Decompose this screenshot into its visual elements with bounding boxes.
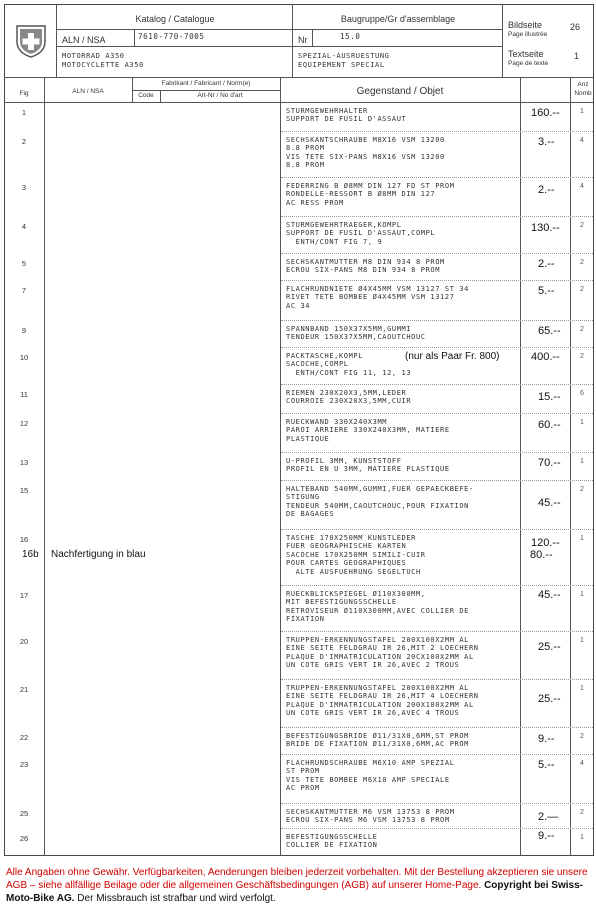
model-line-fr: MOTOCYCLETTE A350 bbox=[62, 61, 144, 69]
column-divider bbox=[520, 78, 521, 856]
row-divider bbox=[281, 631, 593, 632]
row-fig-number: 15 bbox=[19, 486, 29, 495]
row-quantity: 1 bbox=[580, 591, 584, 598]
row-price: 2.-- bbox=[538, 184, 555, 196]
swiss-cross-shield-icon bbox=[14, 24, 48, 58]
header-divider bbox=[292, 4, 293, 77]
row-divider bbox=[281, 585, 593, 586]
row-fig-number: 20 bbox=[19, 637, 29, 646]
row-quantity: 1 bbox=[580, 535, 584, 542]
row-quantity: 2 bbox=[580, 259, 584, 266]
row-quantity: 2 bbox=[580, 326, 584, 333]
row-fig-number: 26 bbox=[19, 834, 29, 843]
row-description: U-PROFIL 3MM, KUNSTSTOFF PROFIL EN U 3MM, MATIERE PLASTIQUE bbox=[286, 457, 450, 474]
row-description: FEDERRING B Ø8MM DIN 127 FD ST PROM RONDELLE-RESSORT B Ø8MM DIN 127 AC RESS PROM bbox=[286, 182, 455, 207]
row-fig-number: 5 bbox=[21, 259, 27, 268]
row-price: 5.-- bbox=[538, 759, 555, 771]
disclaimer-text: Alle Angaben ohne Gewähr. Verfügbarkeiten, Aenderungen bleiben jederzeit vorbehalten. Mit der Bestellung akzeptieren sie unsere AGB – siehe allfällige Beilage oder die allgemeinen Geschäftsbedingungen (AGB) auf unserer Home-Page. bbox=[6, 867, 588, 891]
header-divider bbox=[312, 29, 313, 46]
col-gegenstand: Gegenstand / Objet bbox=[356, 86, 444, 97]
row-fig-number: 12 bbox=[19, 419, 29, 428]
row-divider bbox=[281, 280, 593, 281]
group-line-de: SPEZIAL-AUSRUESTUNG bbox=[298, 52, 390, 60]
row-quantity: 1 bbox=[580, 834, 584, 841]
row-divider bbox=[281, 320, 593, 321]
aln-nsa-label: ALN / NSA bbox=[62, 35, 106, 45]
row-description: BEFESTIGUNGSBRIDE Ø11/31X0,6MM,ST PROM BRIDE DE FIXATION Ø11/31X0,6MM,AC PROM bbox=[286, 732, 469, 749]
row-fig-number: 23 bbox=[19, 760, 29, 769]
row-quantity: 1 bbox=[580, 108, 584, 115]
row-description: HALTEBAND 540MM,GUMMI,FUER GEPAECKBEFE- STIGUNG TENDEUR 540MM,CAOUTCHOUC,POUR FIXATION DE BAGAGES bbox=[286, 485, 474, 519]
column-header-bottom bbox=[4, 102, 594, 103]
row-quantity: 1 bbox=[580, 637, 584, 644]
page-de-texte-label: Page de texte bbox=[508, 60, 549, 67]
row-description: STURMGEWEHRTRAEGER,KOMPL SUPPORT DE FUSIL D'ASSAUT,COMPL ENTH/CONT FIG 7, 9 bbox=[286, 221, 436, 246]
row-description: RUECKBLICKSPIEGEL Ø110X300MM, MIT BEFESTIGUNGSSCHELLE RETROVISEUR Ø110X300MM,AVEC COLLIER DE FIXATION bbox=[286, 590, 469, 624]
col-fabrikant: Fabrikant / Fabricant / Norm(e) bbox=[161, 80, 251, 87]
row-fig-number: 3 bbox=[21, 183, 27, 192]
col-nomb: Nomb bbox=[574, 90, 592, 97]
row-quantity: 2 bbox=[580, 486, 584, 493]
bildseite-label: Bildseite bbox=[508, 20, 543, 30]
col-aln: ALN / NSA bbox=[72, 88, 104, 95]
row-quantity: 1 bbox=[580, 458, 584, 465]
row-price: 3.-- bbox=[538, 136, 555, 148]
row-fig-number: 1 bbox=[21, 108, 27, 117]
row-quantity: 2 bbox=[580, 809, 584, 816]
row-quantity: 1 bbox=[580, 685, 584, 692]
row-description: BEFESTIGUNGSSCHELLE COLLIER DE FIXATION bbox=[286, 833, 378, 850]
row-description: TRUPPEN-ERKENNUNGSTAFEL 200X100X2MM AL EINE SEITE FELDGRAU IR 26,MIT 2 LOECHERN PLAQUE D'IMMATRICULATION 20CX100X2MM AL UN COTE GRIS VERT IR 26,AVEC 2 TROUS bbox=[286, 636, 479, 670]
row-quantity: 4 bbox=[580, 137, 584, 144]
misuse-warning-text: Der Missbrauch ist strafbar und wird verfolgt. bbox=[77, 893, 276, 904]
extra-row-fig: 16b bbox=[22, 549, 39, 560]
aln-value: 7610-770-7005 bbox=[138, 32, 205, 41]
row-fig-number: 2 bbox=[21, 137, 27, 146]
row-price: 60.-- bbox=[538, 419, 561, 431]
row-divider bbox=[281, 727, 593, 728]
col-code: Code bbox=[138, 92, 154, 99]
textseite-label: Textseite bbox=[508, 49, 544, 59]
header-divider bbox=[134, 29, 135, 46]
row-price: 120.-- bbox=[531, 537, 560, 549]
header-divider bbox=[4, 77, 594, 78]
row-quantity: 2 bbox=[580, 286, 584, 293]
row-description: RUECKWAND 330X240X3MM PAROI ARRIERE 330X240X3MM, MATIERE PLASTIQUE bbox=[286, 418, 450, 443]
row-fig-number: 22 bbox=[19, 733, 29, 742]
row-divider bbox=[281, 216, 593, 217]
row-price: 25.-- bbox=[538, 693, 561, 705]
extra-row-label: Nachfertigung in blau bbox=[51, 549, 146, 560]
row-price: 25.-- bbox=[538, 641, 561, 653]
katalog-label: Katalog / Catalogue bbox=[135, 14, 215, 24]
row-description: RIEMEN 230X20X3,5MM,LEDER COURROIE 230X20X3,5MM,CUIR bbox=[286, 389, 412, 406]
row-quantity: 2 bbox=[580, 353, 584, 360]
column-header-divider bbox=[132, 90, 280, 91]
nr-value: 15.0 bbox=[340, 32, 361, 41]
row-price: 70.-- bbox=[538, 457, 561, 469]
row-price: 45.-- bbox=[538, 497, 561, 509]
row-quantity: 4 bbox=[580, 183, 584, 190]
row-divider bbox=[281, 452, 593, 453]
row-divider bbox=[281, 754, 593, 755]
row-price: 400.-- bbox=[531, 351, 560, 363]
row-fig-number: 21 bbox=[19, 685, 29, 694]
page-illustree-label: Page illustrée bbox=[508, 31, 548, 38]
row-quantity: 1 bbox=[580, 419, 584, 426]
row-divider bbox=[281, 679, 593, 680]
row-divider bbox=[281, 529, 593, 530]
row-description: FLACHRUNDSCHRAUBE M6X10 AMP SPEZIAL ST PROM VIS TETE BOMBEE M6X10 AMP SPECIALE AC PROM bbox=[286, 759, 455, 793]
nr-label: Nr bbox=[298, 35, 308, 45]
row-divider bbox=[281, 384, 593, 385]
row-price: 9.-- bbox=[538, 733, 555, 745]
row-description: SECHSKANTMUTTER M8 DIN 934 8 PROM ECROU SIX-PANS M8 DIN 934 8 PROM bbox=[286, 258, 445, 275]
header-divider bbox=[56, 29, 502, 30]
col-fig: Fig bbox=[19, 90, 29, 97]
row-price-note: (nur als Paar Fr. 800) bbox=[405, 351, 500, 362]
copyright-text: Copyright bei Swiss-Moto-Bike AG. bbox=[6, 880, 583, 904]
row-price: 5.-- bbox=[538, 285, 555, 297]
row-description: FLACHRUNDNIETE Ø4X45MM VSM 13127 ST 34 RIVET TETE BOMBEE Ø4X45MM VSM 13127 AC 34 bbox=[286, 285, 469, 310]
baugruppe-label: Baugruppe/Gr d'assemblage bbox=[340, 14, 456, 24]
column-divider bbox=[44, 78, 45, 856]
row-fig-number: 16 bbox=[19, 535, 29, 544]
row-description: SPANNBAND 150X37X5MM,GUMMI TENDEUR 150X37X5MM,CAOUTCHOUC bbox=[286, 325, 426, 342]
row-description: SECHSKANTMUTTER M6 VSM 13753 8 PROM ECROU SIX-PANS M6 VSM 13753 8 PROM bbox=[286, 808, 455, 825]
row-description: TASCHE 170X250MM KUNSTLEDER FUER GEOGRAPHISCHE KARTEN SACOCHE 170X250MM SIMILI-CUIR POUR CARTES GEOGRAPHIQUES ALTE AUSFUEHRUNG SEGELTUCH bbox=[286, 534, 426, 576]
row-description: STURMGEWEHRHALTER SUPPORT DE FUSIL D'ASSAUT bbox=[286, 107, 407, 124]
column-divider bbox=[280, 78, 281, 856]
row-fig-number: 10 bbox=[19, 353, 29, 362]
row-price: 45.-- bbox=[538, 589, 561, 601]
row-quantity: 6 bbox=[580, 390, 584, 397]
row-fig-number: 4 bbox=[21, 222, 27, 231]
col-artnr: Art-Nr / No d'art bbox=[197, 92, 243, 99]
row-fig-number: 11 bbox=[20, 390, 28, 399]
row-divider bbox=[281, 480, 593, 481]
row-quantity: 2 bbox=[580, 222, 584, 229]
row-price: 2.-- bbox=[538, 258, 555, 270]
textseite-value: 1 bbox=[574, 51, 580, 61]
row-divider bbox=[281, 253, 593, 254]
disclaimer-footer bbox=[6, 866, 590, 905]
row-fig-number: 25 bbox=[19, 809, 29, 818]
row-divider bbox=[281, 131, 593, 132]
row-divider bbox=[281, 413, 593, 414]
row-fig-number: 9 bbox=[21, 326, 27, 335]
row-description: SECHSKANTSCHRAUBE M8X16 VSM 13200 8.8 PROM VIS TETE SIX-PANS M8X16 VSM 13200 8.8 PROM bbox=[286, 136, 445, 170]
row-quantity: 4 bbox=[580, 760, 584, 767]
row-divider bbox=[281, 803, 593, 804]
row-price: 130.-- bbox=[531, 222, 560, 234]
col-anz: Anz bbox=[577, 81, 589, 88]
row-divider bbox=[281, 177, 593, 178]
model-line-de: MOTORRAD A350 bbox=[62, 52, 125, 60]
row-price: 15.-- bbox=[538, 391, 561, 403]
row-price: 160.-- bbox=[531, 107, 560, 119]
row-price: 65.-- bbox=[538, 325, 561, 337]
row-fig-number: 17 bbox=[19, 591, 29, 600]
row-divider bbox=[281, 347, 593, 348]
row-description: TRUPPEN-ERKENNUNGSTAFEL 200X100X2MM AL EINE SEITE FELDGRAU IR 26,MIT 4 LOECHERN PLAQUE D'IMMATRICULATION 200X100X2MM AL UN COTE GRIS VERT IR 26,AVEC 4 TROUS bbox=[286, 684, 479, 718]
header-divider bbox=[56, 4, 57, 77]
extra-row-price: 80.-- bbox=[530, 549, 553, 561]
row-price: 2.— bbox=[538, 811, 559, 823]
row-price: 9.-- bbox=[538, 830, 555, 842]
row-fig-number: 13 bbox=[19, 458, 29, 467]
bildseite-value: 26 bbox=[570, 22, 581, 32]
row-divider bbox=[281, 828, 593, 829]
group-line-fr: EQUIPEMENT SPECIAL bbox=[298, 61, 385, 69]
header-divider bbox=[502, 4, 503, 77]
row-description: PACKTASCHE,KOMPL SACOCHE,COMPL ENTH/CONT FIG 11, 12, 13 bbox=[286, 352, 412, 377]
row-fig-number: 7 bbox=[21, 286, 27, 295]
header-divider bbox=[56, 46, 502, 47]
row-quantity: 2 bbox=[580, 733, 584, 740]
